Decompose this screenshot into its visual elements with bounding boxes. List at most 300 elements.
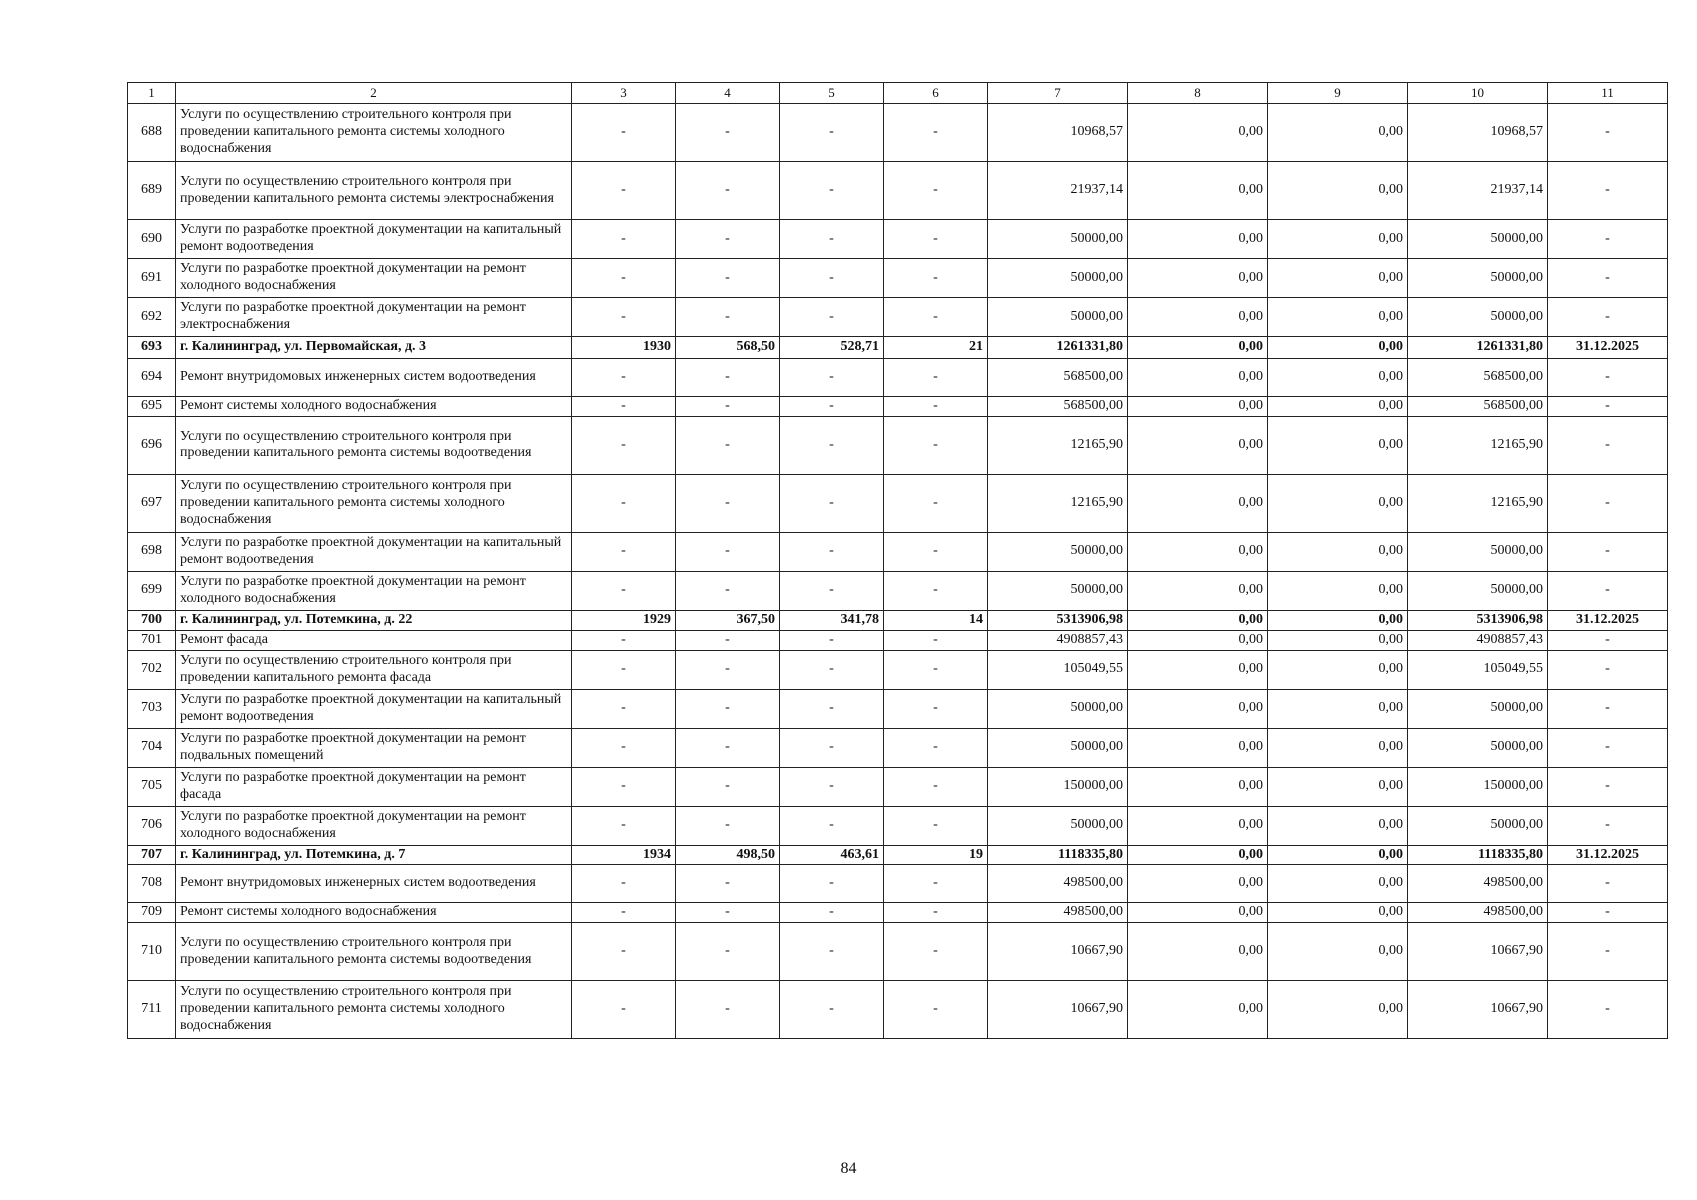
total-area-cell: -: [676, 359, 780, 397]
residents-cell: -: [884, 571, 988, 610]
row-number-cell: 694: [128, 359, 176, 397]
work-name-cell: Услуги по осуществлению строительного контроля при проведении капитального ремонта системы водоотведения: [176, 416, 572, 474]
work-item-row: [128, 689, 1668, 728]
total-cost-cell: 50000,00: [988, 220, 1128, 259]
work-name-cell: Ремонт фасада: [176, 630, 572, 650]
total-area-cell: -: [676, 474, 780, 532]
row-number-cell: 693: [128, 337, 176, 359]
owners-cost-cell: 50000,00: [1408, 220, 1548, 259]
work-name-cell: Ремонт системы холодного водоснабжения: [176, 397, 572, 417]
fund-cost-cell: 0,00: [1128, 728, 1268, 767]
deadline-cell: -: [1548, 806, 1668, 845]
residents-cell: -: [884, 689, 988, 728]
year-cell: -: [572, 650, 676, 689]
budget-cost-cell: 0,00: [1268, 845, 1408, 865]
total-area-cell: -: [676, 806, 780, 845]
row-number-cell: 704: [128, 728, 176, 767]
owners-cost-cell: 568500,00: [1408, 397, 1548, 417]
owners-cost-cell: 1261331,80: [1408, 337, 1548, 359]
column-number: 5: [780, 83, 884, 104]
total-area-cell: -: [676, 571, 780, 610]
column-number: 1: [128, 83, 176, 104]
fund-cost-cell: 0,00: [1128, 397, 1268, 417]
living-area-cell: 341,78: [780, 610, 884, 630]
fund-cost-cell: 0,00: [1128, 532, 1268, 571]
year-cell: -: [572, 981, 676, 1039]
row-number-cell: 690: [128, 220, 176, 259]
total-cost-cell: 50000,00: [988, 298, 1128, 337]
work-item-row: [128, 220, 1668, 259]
residents-cell: -: [884, 865, 988, 903]
residents-cell: -: [884, 532, 988, 571]
deadline-cell: 31.12.2025: [1548, 610, 1668, 630]
column-number-row: [128, 83, 1668, 104]
budget-cost-cell: 0,00: [1268, 298, 1408, 337]
living-area-cell: -: [780, 806, 884, 845]
fund-cost-cell: 0,00: [1128, 571, 1268, 610]
column-number: 7: [988, 83, 1128, 104]
owners-cost-cell: 10667,90: [1408, 981, 1548, 1039]
year-cell: -: [572, 416, 676, 474]
page-number: 84: [840, 1160, 857, 1177]
work-item-row: [128, 104, 1668, 162]
deadline-cell: 31.12.2025: [1548, 845, 1668, 865]
work-item-row: [128, 416, 1668, 474]
living-area-cell: -: [780, 359, 884, 397]
fund-cost-cell: 0,00: [1128, 689, 1268, 728]
work-name-cell: Услуги по осуществлению строительного контроля при проведении капитального ремонта системы холодного водоснабжения: [176, 474, 572, 532]
column-number: 6: [884, 83, 988, 104]
residents-cell: -: [884, 728, 988, 767]
address-row: [128, 610, 1668, 630]
row-number-cell: 688: [128, 104, 176, 162]
year-cell: 1930: [572, 337, 676, 359]
total-area-cell: -: [676, 104, 780, 162]
budget-cost-cell: 0,00: [1268, 416, 1408, 474]
living-area-cell: -: [780, 104, 884, 162]
work-item-row: [128, 903, 1668, 923]
deadline-cell: -: [1548, 359, 1668, 397]
budget-cost-cell: 0,00: [1268, 104, 1408, 162]
living-area-cell: -: [780, 767, 884, 806]
deadline-cell: -: [1548, 397, 1668, 417]
owners-cost-cell: 10968,57: [1408, 104, 1548, 162]
total-cost-cell: 105049,55: [988, 650, 1128, 689]
living-area-cell: -: [780, 298, 884, 337]
work-name-cell: Услуги по осуществлению строительного контроля при проведении капитального ремонта фасада: [176, 650, 572, 689]
budget-cost-cell: 0,00: [1268, 923, 1408, 981]
total-cost-cell: 50000,00: [988, 571, 1128, 610]
total-area-cell: -: [676, 630, 780, 650]
work-name-cell: Ремонт системы холодного водоснабжения: [176, 903, 572, 923]
work-name-cell: Услуги по разработке проектной документации на ремонт холодного водоснабжения: [176, 806, 572, 845]
total-area-cell: 568,50: [676, 337, 780, 359]
budget-cost-cell: 0,00: [1268, 806, 1408, 845]
row-number-cell: 698: [128, 532, 176, 571]
budget-cost-cell: 0,00: [1268, 571, 1408, 610]
budget-cost-cell: 0,00: [1268, 337, 1408, 359]
fund-cost-cell: 0,00: [1128, 903, 1268, 923]
total-area-cell: -: [676, 767, 780, 806]
work-item-row: [128, 474, 1668, 532]
deadline-cell: -: [1548, 220, 1668, 259]
deadline-cell: -: [1548, 767, 1668, 806]
year-cell: 1934: [572, 845, 676, 865]
living-area-cell: -: [780, 630, 884, 650]
living-area-cell: -: [780, 903, 884, 923]
total-cost-cell: 50000,00: [988, 806, 1128, 845]
work-name-cell: Услуги по разработке проектной документации на капитальный ремонт водоотведения: [176, 220, 572, 259]
row-number-cell: 696: [128, 416, 176, 474]
column-number: 2: [176, 83, 572, 104]
year-cell: -: [572, 865, 676, 903]
row-number-cell: 702: [128, 650, 176, 689]
living-area-cell: -: [780, 981, 884, 1039]
residents-cell: -: [884, 630, 988, 650]
year-cell: -: [572, 767, 676, 806]
budget-cost-cell: 0,00: [1268, 865, 1408, 903]
work-name-cell: Услуги по разработке проектной документации на капитальный ремонт водоотведения: [176, 689, 572, 728]
living-area-cell: -: [780, 259, 884, 298]
living-area-cell: -: [780, 923, 884, 981]
budget-cost-cell: 0,00: [1268, 630, 1408, 650]
residents-cell: -: [884, 767, 988, 806]
year-cell: -: [572, 532, 676, 571]
year-cell: -: [572, 903, 676, 923]
total-area-cell: -: [676, 220, 780, 259]
total-cost-cell: 498500,00: [988, 865, 1128, 903]
year-cell: -: [572, 104, 676, 162]
row-number-cell: 708: [128, 865, 176, 903]
budget-cost-cell: 0,00: [1268, 610, 1408, 630]
living-area-cell: 463,61: [780, 845, 884, 865]
total-area-cell: -: [676, 923, 780, 981]
work-name-cell: Ремонт внутридомовых инженерных систем водоотведения: [176, 359, 572, 397]
owners-cost-cell: 4908857,43: [1408, 630, 1548, 650]
work-name-cell: Услуги по осуществлению строительного контроля при проведении капитального ремонта системы холодного водоснабжения: [176, 981, 572, 1039]
owners-cost-cell: 498500,00: [1408, 903, 1548, 923]
total-area-cell: -: [676, 259, 780, 298]
residents-cell: -: [884, 259, 988, 298]
deadline-cell: -: [1548, 416, 1668, 474]
owners-cost-cell: 50000,00: [1408, 728, 1548, 767]
work-item-row: [128, 806, 1668, 845]
row-number-cell: 692: [128, 298, 176, 337]
row-number-cell: 695: [128, 397, 176, 417]
fund-cost-cell: 0,00: [1128, 259, 1268, 298]
residents-cell: -: [884, 903, 988, 923]
total-area-cell: -: [676, 689, 780, 728]
deadline-cell: -: [1548, 650, 1668, 689]
total-cost-cell: 1261331,80: [988, 337, 1128, 359]
work-name-cell: Услуги по разработке проектной документации на ремонт холодного водоснабжения: [176, 571, 572, 610]
residents-cell: -: [884, 298, 988, 337]
address-row: [128, 845, 1668, 865]
budget-cost-cell: 0,00: [1268, 220, 1408, 259]
total-cost-cell: 12165,90: [988, 416, 1128, 474]
residents-cell: -: [884, 650, 988, 689]
column-number: 4: [676, 83, 780, 104]
total-cost-cell: 5313906,98: [988, 610, 1128, 630]
residents-cell: -: [884, 416, 988, 474]
work-name-cell: Услуги по разработке проектной документации на ремонт фасада: [176, 767, 572, 806]
work-name-cell: Ремонт внутридомовых инженерных систем водоотведения: [176, 865, 572, 903]
owners-cost-cell: 12165,90: [1408, 416, 1548, 474]
deadline-cell: -: [1548, 104, 1668, 162]
deadline-cell: 31.12.2025: [1548, 337, 1668, 359]
table-body: [128, 83, 1668, 1039]
fund-cost-cell: 0,00: [1128, 474, 1268, 532]
owners-cost-cell: 150000,00: [1408, 767, 1548, 806]
row-number-cell: 705: [128, 767, 176, 806]
deadline-cell: -: [1548, 981, 1668, 1039]
work-item-row: [128, 359, 1668, 397]
living-area-cell: -: [780, 532, 884, 571]
owners-cost-cell: 568500,00: [1408, 359, 1548, 397]
owners-cost-cell: 50000,00: [1408, 532, 1548, 571]
budget-cost-cell: 0,00: [1268, 259, 1408, 298]
total-cost-cell: 50000,00: [988, 728, 1128, 767]
budget-cost-cell: 0,00: [1268, 981, 1408, 1039]
deadline-cell: -: [1548, 865, 1668, 903]
residents-cell: -: [884, 981, 988, 1039]
row-number-cell: 711: [128, 981, 176, 1039]
fund-cost-cell: 0,00: [1128, 337, 1268, 359]
budget-cost-cell: 0,00: [1268, 903, 1408, 923]
address-row: [128, 337, 1668, 359]
work-name-cell: Услуги по разработке проектной документации на ремонт холодного водоснабжения: [176, 259, 572, 298]
deadline-cell: -: [1548, 630, 1668, 650]
year-cell: -: [572, 162, 676, 220]
work-item-row: [128, 865, 1668, 903]
year-cell: -: [572, 728, 676, 767]
work-item-row: [128, 298, 1668, 337]
work-name-cell: г. Калининград, ул. Потемкина, д. 22: [176, 610, 572, 630]
work-item-row: [128, 397, 1668, 417]
row-number-cell: 689: [128, 162, 176, 220]
living-area-cell: -: [780, 474, 884, 532]
fund-cost-cell: 0,00: [1128, 359, 1268, 397]
living-area-cell: -: [780, 571, 884, 610]
total-area-cell: -: [676, 728, 780, 767]
total-area-cell: -: [676, 903, 780, 923]
total-cost-cell: 10667,90: [988, 923, 1128, 981]
budget-cost-cell: 0,00: [1268, 162, 1408, 220]
total-cost-cell: 498500,00: [988, 903, 1128, 923]
residents-cell: -: [884, 806, 988, 845]
fund-cost-cell: 0,00: [1128, 865, 1268, 903]
column-number: 11: [1548, 83, 1668, 104]
fund-cost-cell: 0,00: [1128, 981, 1268, 1039]
residents-cell: 14: [884, 610, 988, 630]
total-cost-cell: 568500,00: [988, 359, 1128, 397]
budget-cost-cell: 0,00: [1268, 689, 1408, 728]
row-number-cell: 703: [128, 689, 176, 728]
owners-cost-cell: 50000,00: [1408, 571, 1548, 610]
budget-cost-cell: 0,00: [1268, 767, 1408, 806]
living-area-cell: -: [780, 650, 884, 689]
row-number-cell: 701: [128, 630, 176, 650]
deadline-cell: -: [1548, 532, 1668, 571]
owners-cost-cell: 1118335,80: [1408, 845, 1548, 865]
residents-cell: -: [884, 474, 988, 532]
repair-program-table: [127, 82, 1668, 1039]
living-area-cell: -: [780, 220, 884, 259]
total-area-cell: -: [676, 416, 780, 474]
living-area-cell: 528,71: [780, 337, 884, 359]
row-number-cell: 699: [128, 571, 176, 610]
year-cell: -: [572, 689, 676, 728]
owners-cost-cell: 10667,90: [1408, 923, 1548, 981]
year-cell: -: [572, 806, 676, 845]
living-area-cell: -: [780, 397, 884, 417]
deadline-cell: -: [1548, 923, 1668, 981]
work-item-row: [128, 162, 1668, 220]
column-number: 9: [1268, 83, 1408, 104]
fund-cost-cell: 0,00: [1128, 806, 1268, 845]
work-name-cell: Услуги по осуществлению строительного контроля при проведении капитального ремонта системы холодного водоснабжения: [176, 104, 572, 162]
owners-cost-cell: 21937,14: [1408, 162, 1548, 220]
owners-cost-cell: 50000,00: [1408, 689, 1548, 728]
budget-cost-cell: 0,00: [1268, 650, 1408, 689]
owners-cost-cell: 50000,00: [1408, 298, 1548, 337]
year-cell: -: [572, 259, 676, 298]
row-number-cell: 710: [128, 923, 176, 981]
row-number-cell: 706: [128, 806, 176, 845]
deadline-cell: -: [1548, 903, 1668, 923]
total-cost-cell: 12165,90: [988, 474, 1128, 532]
work-name-cell: г. Калининград, ул. Первомайская, д. 3: [176, 337, 572, 359]
residents-cell: -: [884, 220, 988, 259]
total-area-cell: 367,50: [676, 610, 780, 630]
deadline-cell: -: [1548, 474, 1668, 532]
fund-cost-cell: 0,00: [1128, 416, 1268, 474]
residents-cell: 19: [884, 845, 988, 865]
year-cell: 1929: [572, 610, 676, 630]
total-cost-cell: 568500,00: [988, 397, 1128, 417]
year-cell: -: [572, 359, 676, 397]
total-area-cell: -: [676, 162, 780, 220]
year-cell: -: [572, 923, 676, 981]
total-cost-cell: 1118335,80: [988, 845, 1128, 865]
fund-cost-cell: 0,00: [1128, 845, 1268, 865]
row-number-cell: 700: [128, 610, 176, 630]
deadline-cell: -: [1548, 298, 1668, 337]
total-cost-cell: 50000,00: [988, 259, 1128, 298]
row-number-cell: 709: [128, 903, 176, 923]
total-area-cell: -: [676, 397, 780, 417]
owners-cost-cell: 50000,00: [1408, 259, 1548, 298]
total-cost-cell: 50000,00: [988, 689, 1128, 728]
living-area-cell: -: [780, 865, 884, 903]
fund-cost-cell: 0,00: [1128, 767, 1268, 806]
total-cost-cell: 50000,00: [988, 532, 1128, 571]
residents-cell: 21: [884, 337, 988, 359]
work-item-row: [128, 650, 1668, 689]
budget-cost-cell: 0,00: [1268, 532, 1408, 571]
work-item-row: [128, 571, 1668, 610]
residents-cell: -: [884, 104, 988, 162]
total-area-cell: -: [676, 298, 780, 337]
work-name-cell: г. Калининград, ул. Потемкина, д. 7: [176, 845, 572, 865]
work-item-row: [128, 728, 1668, 767]
year-cell: -: [572, 220, 676, 259]
work-item-row: [128, 767, 1668, 806]
total-area-cell: 498,50: [676, 845, 780, 865]
residents-cell: -: [884, 923, 988, 981]
work-item-row: [128, 259, 1668, 298]
deadline-cell: -: [1548, 689, 1668, 728]
work-name-cell: Услуги по осуществлению строительного контроля при проведении капитального ремонта системы водоотведения: [176, 923, 572, 981]
total-cost-cell: 10667,90: [988, 981, 1128, 1039]
fund-cost-cell: 0,00: [1128, 104, 1268, 162]
fund-cost-cell: 0,00: [1128, 298, 1268, 337]
residents-cell: -: [884, 397, 988, 417]
budget-cost-cell: 0,00: [1268, 728, 1408, 767]
work-item-row: [128, 630, 1668, 650]
year-cell: -: [572, 397, 676, 417]
year-cell: -: [572, 571, 676, 610]
year-cell: -: [572, 474, 676, 532]
total-area-cell: -: [676, 650, 780, 689]
budget-cost-cell: 0,00: [1268, 397, 1408, 417]
column-number: 8: [1128, 83, 1268, 104]
work-item-row: [128, 532, 1668, 571]
work-item-row: [128, 981, 1668, 1039]
fund-cost-cell: 0,00: [1128, 650, 1268, 689]
total-area-cell: -: [676, 981, 780, 1039]
living-area-cell: -: [780, 162, 884, 220]
column-number: 3: [572, 83, 676, 104]
fund-cost-cell: 0,00: [1128, 610, 1268, 630]
budget-cost-cell: 0,00: [1268, 474, 1408, 532]
owners-cost-cell: 5313906,98: [1408, 610, 1548, 630]
owners-cost-cell: 105049,55: [1408, 650, 1548, 689]
deadline-cell: -: [1548, 162, 1668, 220]
fund-cost-cell: 0,00: [1128, 162, 1268, 220]
fund-cost-cell: 0,00: [1128, 923, 1268, 981]
total-area-cell: -: [676, 532, 780, 571]
residents-cell: -: [884, 162, 988, 220]
work-name-cell: Услуги по разработке проектной документации на капитальный ремонт водоотведения: [176, 532, 572, 571]
deadline-cell: -: [1548, 728, 1668, 767]
budget-cost-cell: 0,00: [1268, 359, 1408, 397]
work-name-cell: Услуги по разработке проектной документации на ремонт подвальных помещений: [176, 728, 572, 767]
total-cost-cell: 21937,14: [988, 162, 1128, 220]
row-number-cell: 697: [128, 474, 176, 532]
total-cost-cell: 10968,57: [988, 104, 1128, 162]
total-cost-cell: 4908857,43: [988, 630, 1128, 650]
work-name-cell: Услуги по разработке проектной документации на ремонт электроснабжения: [176, 298, 572, 337]
living-area-cell: -: [780, 728, 884, 767]
total-cost-cell: 150000,00: [988, 767, 1128, 806]
owners-cost-cell: 498500,00: [1408, 865, 1548, 903]
fund-cost-cell: 0,00: [1128, 220, 1268, 259]
work-item-row: [128, 923, 1668, 981]
deadline-cell: -: [1548, 259, 1668, 298]
year-cell: -: [572, 630, 676, 650]
deadline-cell: -: [1548, 571, 1668, 610]
residents-cell: -: [884, 359, 988, 397]
owners-cost-cell: 50000,00: [1408, 806, 1548, 845]
row-number-cell: 707: [128, 845, 176, 865]
row-number-cell: 691: [128, 259, 176, 298]
fund-cost-cell: 0,00: [1128, 630, 1268, 650]
work-name-cell: Услуги по осуществлению строительного контроля при проведении капитального ремонта системы электроснабжения: [176, 162, 572, 220]
living-area-cell: -: [780, 689, 884, 728]
living-area-cell: -: [780, 416, 884, 474]
total-area-cell: -: [676, 865, 780, 903]
